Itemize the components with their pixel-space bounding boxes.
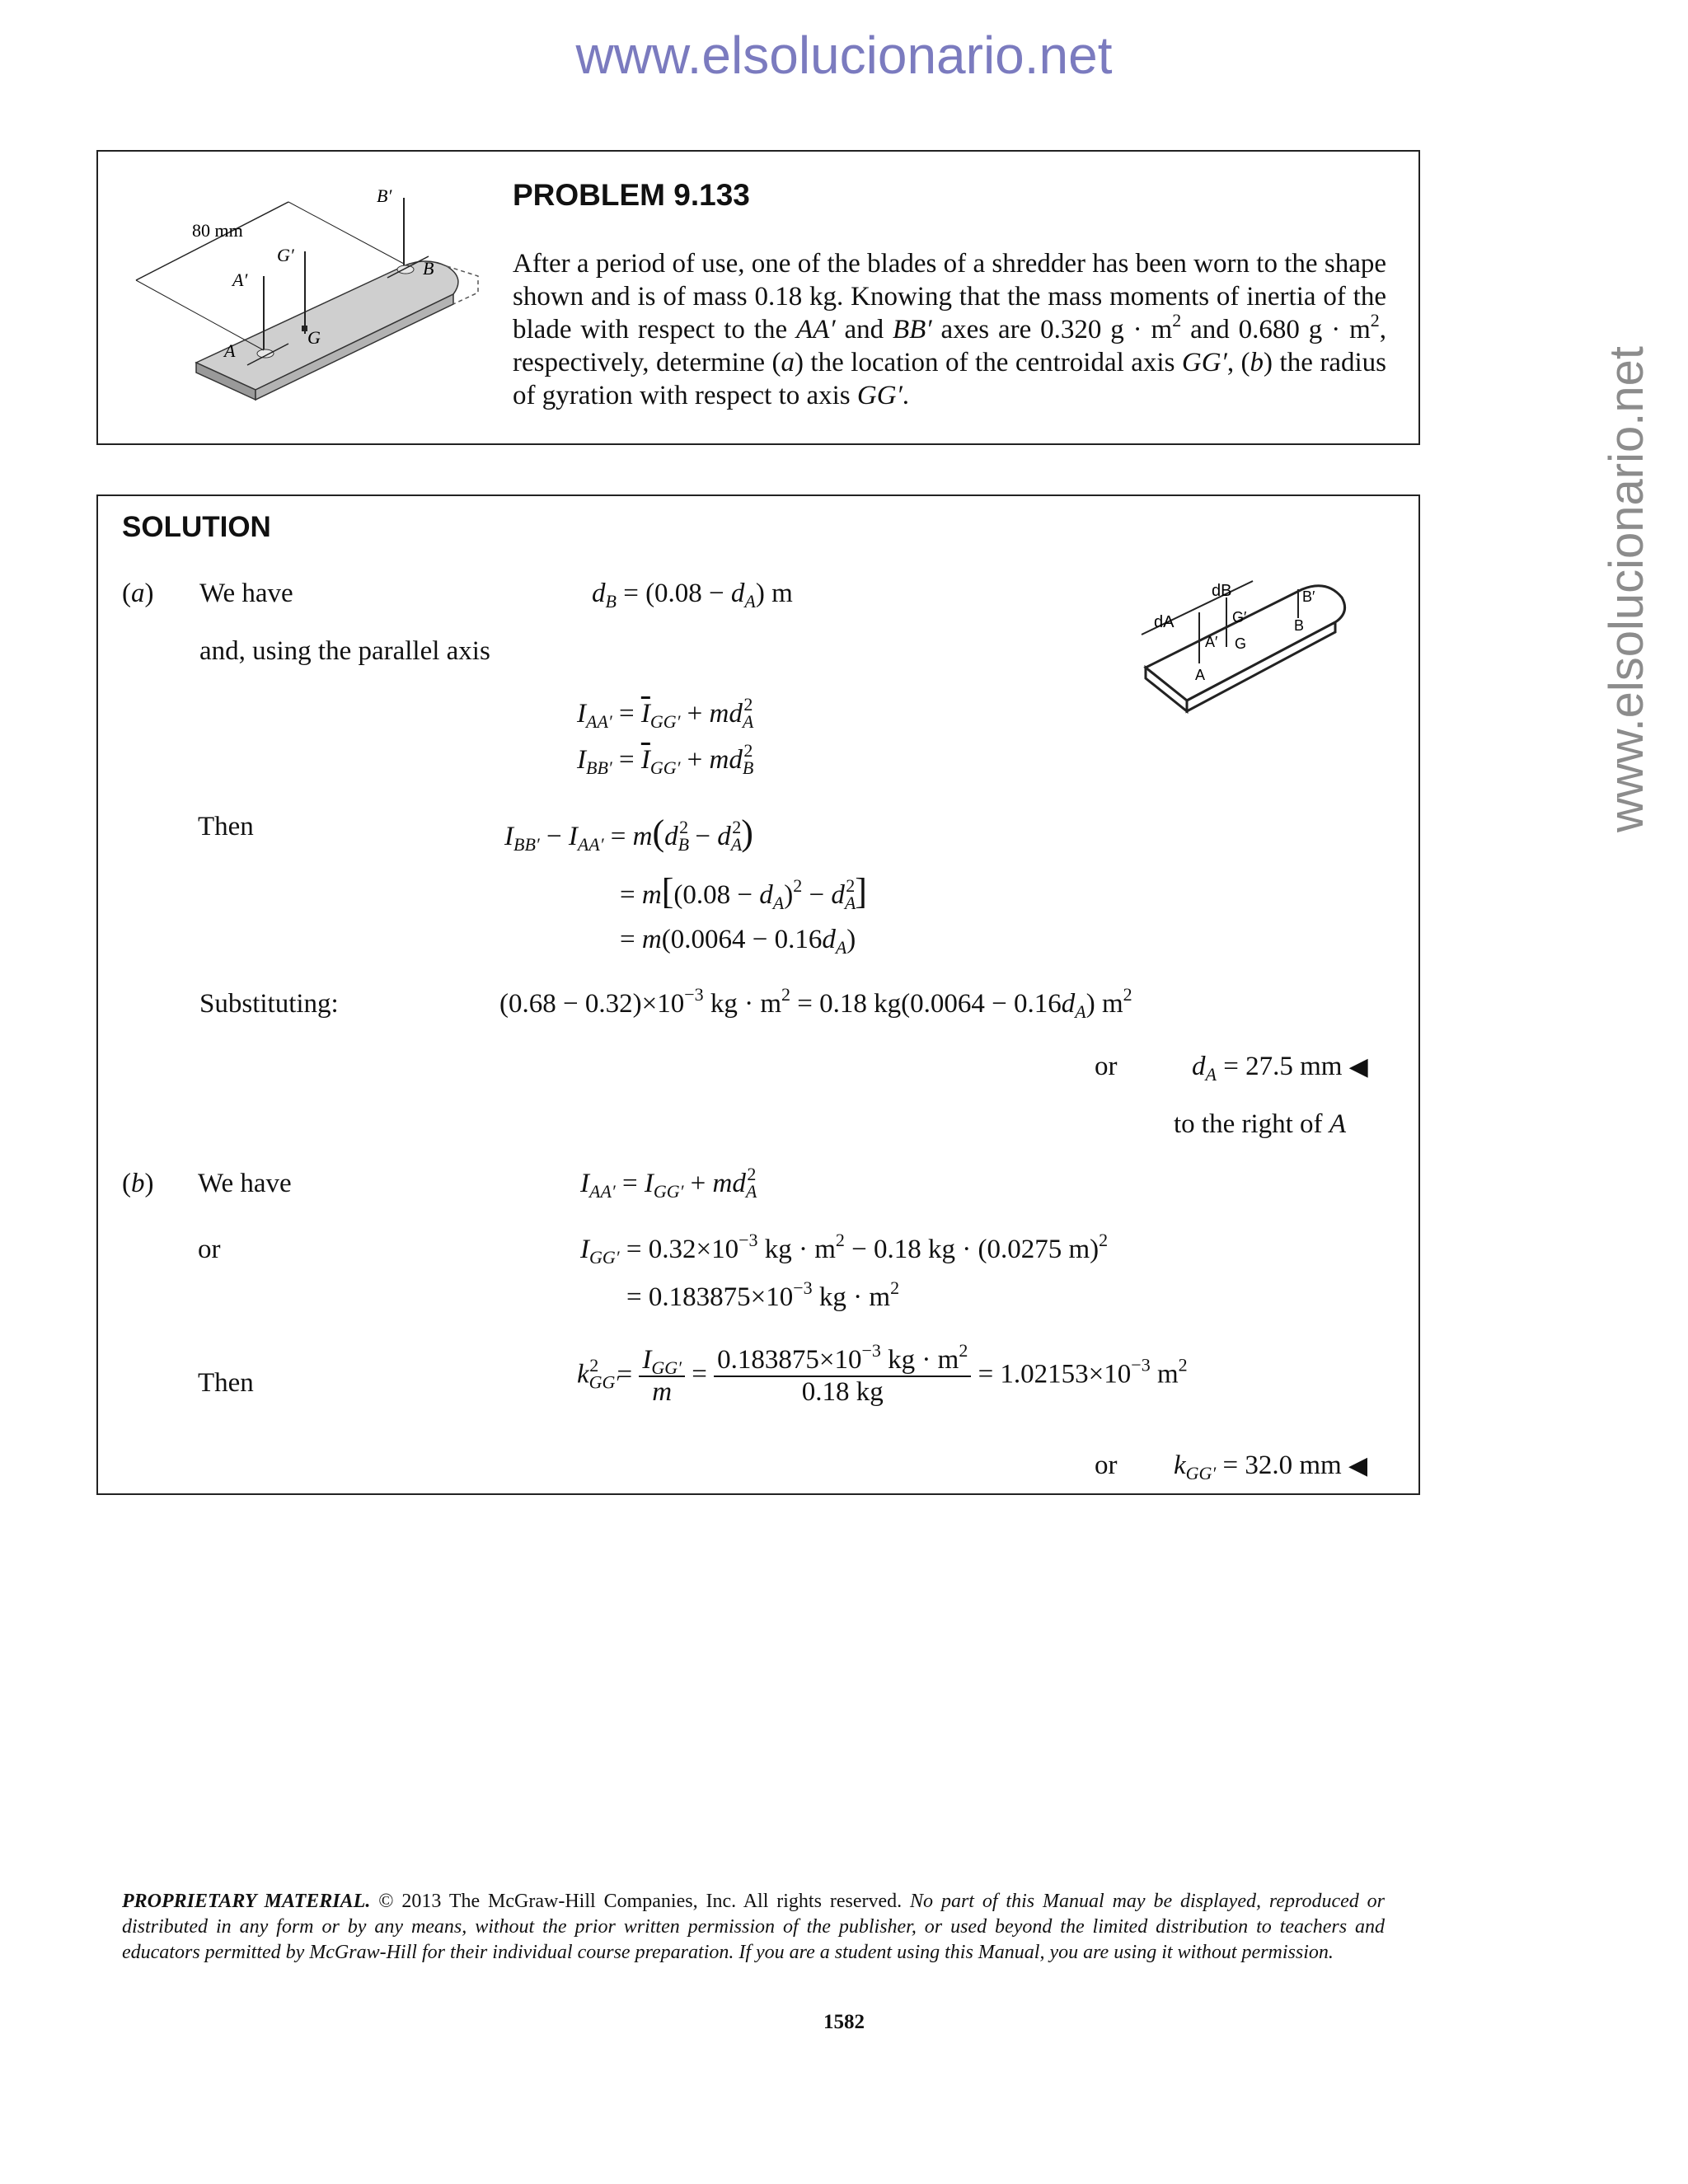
sketch-a: A <box>1195 667 1206 683</box>
answer-b-marker: ◀ <box>1348 1451 1368 1480</box>
hole-b <box>397 265 414 274</box>
solution-sketch <box>1129 573 1360 717</box>
parallel-axis-text: and, using the parallel axis <box>199 636 490 666</box>
part-a-label: (a) <box>122 579 154 608</box>
eq-igg-2: = $0.183875\times 10^{-3}$ kg · $m^2$ <box>626 1277 900 1312</box>
eq-iaa-b: $I_{AA'} = I_{GG'} + md_A^2$ <box>580 1164 757 1202</box>
answer-a: $d_A = 27.5$ mm ◀ <box>1192 1052 1368 1085</box>
eq-substitute: $(0.68 - 0.32)\times 10^{-3}$ kg · $m^2 = 0.18$ $kg(0.0064 - 0.16d_A)$ $m^2$ <box>499 984 1132 1022</box>
sketch-a-prime: A′ <box>1205 634 1218 650</box>
substituting-label: Substituting: <box>199 989 339 1019</box>
watermark-top: www.elsolucionario.net <box>575 26 1113 85</box>
dim-label: 80 mm <box>192 220 243 241</box>
eq-diff-3: = $m(0.0064 - 0.16d_A)$ <box>620 925 856 958</box>
eq-kgg: $k_{GG'}^2$ = $\frac{I_{GG'}}{m}$ = $\frac{0.183875\times 10^{-3} kg \cdot m^2}{0.18 kg}$ = $1.02153\times 10^{-3}$ $m^2$ <box>577 1340 1188 1407</box>
or-a: or <box>1095 1052 1118 1081</box>
label-b: B <box>423 258 434 279</box>
then-b: Then <box>198 1368 254 1398</box>
hole-a <box>257 349 274 358</box>
answer-b: $k_{GG'} = 32.0$ mm ◀ <box>1174 1451 1368 1483</box>
sketch-db: dB <box>1212 582 1232 600</box>
then-a: Then <box>198 812 254 841</box>
label-a: A <box>224 340 236 361</box>
sketch-g-prime: G′ <box>1232 609 1247 626</box>
eq-db: $d_B = (0.08 - d_A)$ m <box>592 579 793 612</box>
label-b-prime: B′ <box>377 185 392 206</box>
eq-igg-1: $I_{GG'} = 0.32\times 10^{-3}$ kg · $m^2 - 0.18$ kg · (0.0275 m)$^2$ <box>580 1230 1109 1268</box>
right-of-a: to the right of A <box>1174 1109 1346 1139</box>
eq-diff-1: $I_{BB'} - I_{AA'} = m(d_B^2 - d_A^2)$ <box>504 813 753 855</box>
sketch-g: G <box>1235 635 1247 652</box>
footer-notice: PROPRIETARY MATERIAL. © 2013 The McGraw-Hill Companies, Inc. All rights reserved. No part of this Manual may be displayed, reproduced or distributed in any form or by any means, without the prior written permission of the publisher, or used beyond the limited distribution to teachers and educators permitted by McGraw-Hill for their individual course preparation. If you are a student using this Manual, you are using it without permission. <box>122 1891 1385 1963</box>
eq-iaa: $I_{AA'} = \overline{I}_{GG'} + md_A^2$ <box>577 694 754 732</box>
label-a-prime: A′ <box>232 269 248 290</box>
problem-title: PROBLEM 9.133 <box>513 178 750 212</box>
eq-ibb: $I_{BB'} = \overline{I}_{GG'} + md_B^2$ <box>577 740 754 778</box>
problem-text: After a period of use, one of the blades of a shredder has been worn to the shape shown and is of mass 0.18 kg. Knowing that the mass moments of inertia of the blade with respect to the AA′ and BB′ axes are 0.320 $g \cdot m^2$ and 0.680 $g \cdot m^2$, respectively, determine (a) the location of the centroidal axis GG′, (b) the radius of gyration with respect to axis GG′. <box>513 249 1386 410</box>
solution-title: SOLUTION <box>122 511 271 543</box>
we-have-a: We have <box>199 579 293 608</box>
ext-line-a <box>136 280 264 350</box>
centroid-g <box>302 326 307 331</box>
sketch-b: B <box>1294 617 1305 634</box>
page-number: 1582 <box>823 2011 865 2033</box>
dim-line <box>136 202 288 280</box>
part-b-label: (b) <box>122 1169 154 1198</box>
sketch-da: dA <box>1154 613 1175 631</box>
or-b: or <box>198 1235 221 1264</box>
we-have-b: We have <box>198 1169 292 1198</box>
label-g: G <box>307 327 321 348</box>
blade-figure <box>124 169 503 416</box>
sketch-b-prime: B′ <box>1302 588 1315 605</box>
answer-a-marker: ◀ <box>1348 1052 1368 1081</box>
or-b-answer: or <box>1095 1451 1118 1480</box>
label-g-prime: G′ <box>277 245 294 265</box>
eq-diff-2: = $m[(0.08 - d_A)^2 - d_A^2]$ <box>620 871 867 913</box>
